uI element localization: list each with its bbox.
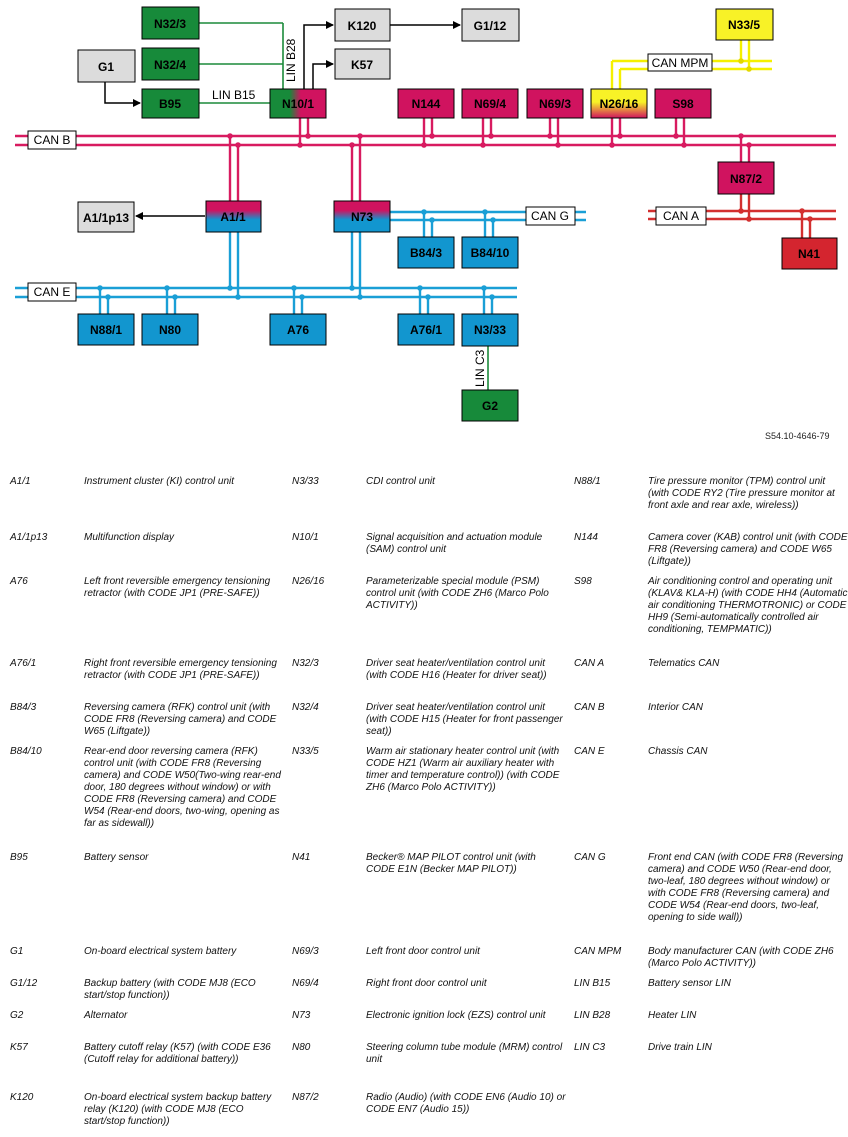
legend-code: LIN B15 — [574, 978, 611, 989]
legend-description: Camera cover (KAB) control unit (with CODE FR8 (Reversing camera) and CODE W65 (Liftgate)) — [648, 532, 848, 567]
legend-code: N87/2 — [292, 1092, 319, 1103]
legend-code: N26/16 — [292, 576, 325, 587]
can-a-drops — [741, 194, 810, 238]
g1-block — [78, 50, 135, 82]
svg-text:K57: K57 — [350, 58, 374, 72]
svg-text:CAN E: CAN E — [33, 285, 71, 299]
legend-code: CAN MPM — [574, 946, 622, 957]
legend-description: Rear-end door reversing camera (RFK) control unit (with CODE FR8 (Reversing camera) and CODE W50(Two-wing rear-end door, 180 degrees without window) or with CODE FR8 (Reversing camera) and CODE W54 (Rear-end doors, two-wing, opening as far as sidewall)) — [84, 746, 281, 829]
legend-description: Right front reversible emergency tensioning retractor (with CODE JP1 (PRE-SAFE)) — [84, 658, 277, 681]
svg-text:N33/5: N33/5 — [727, 18, 761, 32]
svg-text:N87/2: N87/2 — [729, 172, 763, 186]
svg-text:N69/4: N69/4 — [473, 97, 507, 111]
svg-text:CAN A: CAN A — [662, 209, 700, 223]
svg-text:CAN B: CAN B — [33, 133, 71, 147]
drawing-reference: S54.10-4646-79 — [765, 431, 830, 441]
svg-text:S98: S98 — [672, 97, 694, 111]
legend-code: B84/10 — [10, 746, 42, 757]
legend-description: Battery sensor — [84, 852, 149, 863]
legend-description: Driver seat heater/ventilation control unit (with CODE H16 (Heater for driver seat)) — [366, 658, 547, 681]
legend-description: CDI control unit — [366, 476, 435, 487]
legend-code: N69/3 — [292, 946, 319, 957]
svg-text:N10/1: N10/1 — [281, 97, 315, 111]
g2-block — [462, 390, 518, 421]
can-g-label — [526, 207, 575, 225]
legend-code: N80 — [292, 1042, 311, 1053]
svg-text:B84/10: B84/10 — [470, 246, 510, 260]
n73-block — [334, 201, 390, 232]
legend-description: Tire pressure monitor (TPM) control unit (with CODE RY2 (Tire pressure monitor at front axle and rear axle, wireless)) — [648, 476, 835, 511]
legend-description: Chassis CAN — [648, 746, 708, 757]
n88-1-block — [78, 314, 134, 345]
can-a-label — [656, 207, 706, 225]
legend-code: B84/3 — [10, 702, 37, 713]
can-e-label — [28, 283, 76, 301]
legend-code: N32/3 — [292, 658, 319, 669]
legend-description: Steering column tube module (MRM) control unit — [366, 1042, 563, 1065]
legend-description: Telematics CAN — [648, 658, 720, 669]
a76-block — [270, 314, 326, 345]
legend-description: Heater LIN — [648, 1010, 697, 1021]
legend-description: On-board electrical system battery — [84, 946, 237, 957]
svg-text:N144: N144 — [411, 97, 441, 111]
k57-block — [335, 49, 390, 79]
legend-code: A76/1 — [10, 658, 37, 669]
legend-code: LIN B28 — [574, 1010, 611, 1021]
legend-code: N10/1 — [292, 532, 319, 543]
svg-text:G2: G2 — [481, 399, 499, 413]
can-b-drops — [230, 118, 749, 201]
n32-3-block — [142, 7, 199, 39]
legend-description: Radio (Audio) (with CODE EN6 (Audio 10) or CODE EN7 (Audio 15)) — [366, 1092, 566, 1115]
svg-text:A1/1p13: A1/1p13 — [82, 211, 130, 225]
n26-16-block — [591, 89, 647, 118]
network-topology-diagram — [0, 0, 848, 445]
n10-1-block — [270, 89, 326, 118]
k120-block — [335, 9, 390, 41]
legend-description: Battery cutoff relay (K57) (with CODE E36 (Cutoff relay for additional battery)) — [84, 1042, 271, 1065]
legend-code: N144 — [574, 532, 598, 543]
legend-code: A76 — [10, 576, 28, 587]
n87-2-block — [718, 162, 774, 194]
legend-description: Signal acquisition and actuation module (SAM) control unit — [366, 532, 543, 555]
legend-code: N73 — [292, 1010, 311, 1021]
g1-12-block — [462, 9, 519, 41]
s98-block — [655, 89, 711, 118]
svg-text:A1/1: A1/1 — [220, 210, 246, 224]
svg-text:N80: N80 — [158, 323, 182, 337]
lin-b15-label: LIN B15 — [212, 88, 256, 102]
legend-code: N88/1 — [574, 476, 601, 487]
legend-code: K57 — [10, 1042, 28, 1053]
legend-description: Backup battery (with CODE MJ8 (ECO start/stop function)) — [84, 978, 256, 1001]
legend-description: Electronic ignition lock (EZS) control unit — [366, 1010, 546, 1021]
svg-text:N26/16: N26/16 — [599, 97, 639, 111]
lin-b28-label: LIN B28 — [284, 38, 298, 82]
legend-description: Alternator — [84, 1010, 128, 1021]
svg-text:K120: K120 — [347, 19, 377, 33]
legend-description: Air conditioning control and operating unit (KLAV& KLA-H) (with CODE HH4 (Automatic air conditioning THERMOTRONIC) or CODE HH9 (Semi-automatically controlled air conditioning, TEMPMATIC)) — [648, 576, 848, 635]
a1-1-block — [206, 201, 261, 232]
b95-block — [142, 89, 199, 118]
legend-description: Reversing camera (RFK) control unit (with CODE FR8 (Reversing camera) and CODE W65 (Liftgate)) — [84, 702, 277, 737]
svg-text:A76: A76 — [286, 323, 310, 337]
legend-description: Front end CAN (with CODE FR8 (Reversing camera) and CODE W50 (Rear-end door, two-leaf, 180 degrees without window) or with CODE FR8 (Reversing camera) and CODE W54 (Rear-end doors, two-leaf, opening to side wall)) — [648, 852, 844, 923]
svg-text:N3/33: N3/33 — [473, 323, 507, 337]
legend-code: A1/1 — [10, 476, 31, 487]
legend-description: Multifunction display — [84, 532, 175, 543]
legend-description: Left front reversible emergency tensioning retractor (with CODE JP1 (PRE-SAFE)) — [84, 576, 271, 599]
svg-text:N73: N73 — [350, 210, 374, 224]
legend-description: Battery sensor LIN — [648, 978, 731, 989]
can-mpm-label — [648, 54, 712, 71]
legend-description: Right front door control unit — [366, 978, 487, 989]
svg-text:G1/12: G1/12 — [473, 19, 507, 33]
legend-code: G2 — [10, 1010, 24, 1021]
n69-4-block — [462, 89, 518, 118]
svg-text:CAN G: CAN G — [530, 209, 570, 223]
legend-code: K120 — [10, 1092, 34, 1103]
legend-description: Warm air stationary heater control unit (with CODE HZ1 (Warm air auxiliary heater with timer and temperature control)) (with CODE ZH6 (Marco Polo ACTIVITY)) — [366, 746, 560, 793]
can-b-label — [28, 131, 76, 149]
b84-10-block — [462, 237, 518, 268]
legend-code: CAN B — [574, 702, 605, 713]
legend-code: A1/1p13 — [10, 532, 48, 543]
legend-description: Parameterizable special module (PSM) control unit (with CODE ZH6 (Marco Polo ACTIVITY)) — [366, 576, 549, 611]
legend-description: Driver seat heater/ventilation control unit (with CODE H15 (Heater for front passenger seat)) — [366, 702, 563, 737]
legend-code: LIN C3 — [574, 1042, 606, 1053]
legend-code: N41 — [292, 852, 311, 863]
svg-text:CAN MPM: CAN MPM — [651, 56, 709, 70]
n144-block — [398, 89, 454, 118]
a76-1-block — [398, 314, 454, 345]
legend-description: Interior CAN — [648, 702, 704, 713]
legend-code: G1/12 — [10, 978, 38, 989]
n33-5-block — [716, 9, 773, 40]
n3-33-block — [462, 314, 518, 346]
n32-4-block — [142, 48, 199, 80]
legend-description: Becker® MAP PILOT control unit (with CODE E1N (Becker MAP PILOT)) — [366, 852, 536, 875]
legend-code: G1 — [10, 946, 24, 957]
legend-code: CAN A — [574, 658, 605, 669]
svg-text:N88/1: N88/1 — [89, 323, 123, 337]
b84-3-block — [398, 237, 454, 268]
svg-text:N32/4: N32/4 — [153, 58, 187, 72]
n41-block — [782, 238, 837, 269]
legend-description: Instrument cluster (KI) control unit — [84, 476, 235, 487]
legend-code: N3/33 — [292, 476, 319, 487]
svg-text:N41: N41 — [797, 247, 821, 261]
legend-code: S98 — [574, 576, 592, 587]
legend-code: N33/5 — [292, 746, 319, 757]
a1-1p13-block — [78, 202, 134, 232]
svg-text:N69/3: N69/3 — [538, 97, 572, 111]
svg-text:G1: G1 — [97, 60, 115, 74]
legend-code: B95 — [10, 852, 28, 863]
can-e-bus — [15, 288, 517, 297]
n69-3-block — [527, 89, 583, 118]
n80-block — [142, 314, 198, 345]
svg-text:B95: B95 — [158, 97, 182, 111]
svg-text:B84/3: B84/3 — [409, 246, 443, 260]
legend-code: CAN G — [574, 852, 606, 863]
svg-text:N32/3: N32/3 — [153, 17, 187, 31]
legend-description: On-board electrical system backup battery relay (K120) (with CODE MJ8 (ECO start/stop function)) — [84, 1092, 272, 1127]
legend-description: Left front door control unit — [366, 946, 480, 957]
legend-code: N32/4 — [292, 702, 319, 713]
svg-text:A76/1: A76/1 — [409, 323, 443, 337]
legend-code: CAN E — [574, 746, 605, 757]
legend-description: Body manufacturer CAN (with CODE ZH6 (Marco Polo ACTIVITY)) — [648, 946, 834, 969]
legend-code: N69/4 — [292, 978, 319, 989]
legend-description: Drive train LIN — [648, 1042, 712, 1053]
lin-c3-label: LIN C3 — [473, 349, 487, 387]
